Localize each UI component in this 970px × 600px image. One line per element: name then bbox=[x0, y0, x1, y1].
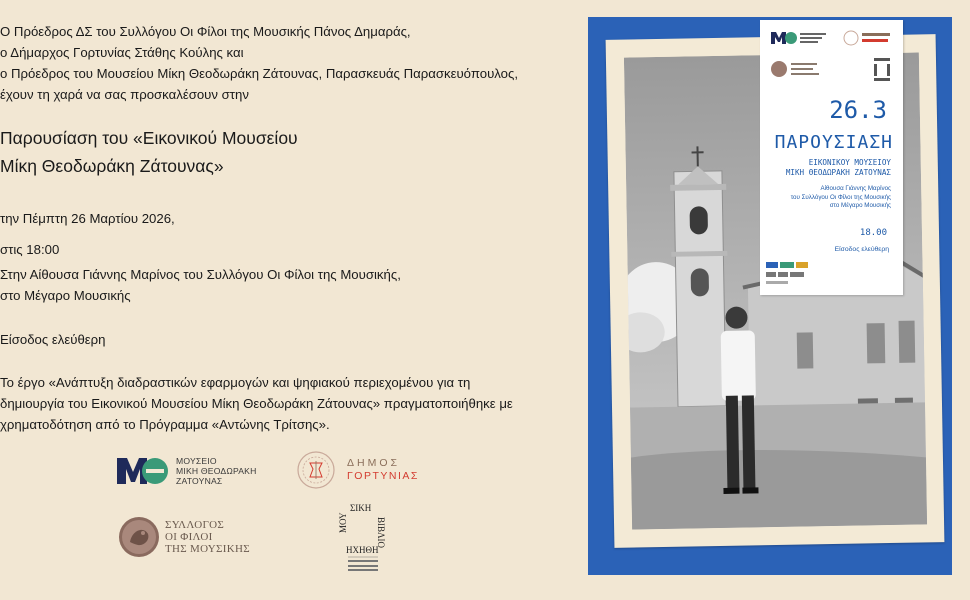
host-line-3: ο Πρόεδρος του Μουσείου Μίκη Θεοδωράκη Ζάτουνας, Παρασκευάς Παρασκευόπουλος, bbox=[0, 66, 519, 81]
host-line-1: Ο Πρόεδρος ΔΣ του Συλλόγου Οι Φίλοι της Μουσικής Πάνος Δημαράς, bbox=[0, 24, 411, 39]
library-logo-icon bbox=[338, 503, 388, 575]
funding-line-3: χρηματοδότηση από το Πρόγραμμα «Αντώνης Τρίτσης». bbox=[0, 417, 330, 432]
svg-text:ΒΙΒΛΙΟ: ΒΙΒΛΙΟ bbox=[376, 517, 386, 549]
poster-info-card bbox=[760, 20, 903, 295]
dimos-emblem-icon bbox=[295, 449, 337, 491]
card-museum-logo-icon bbox=[770, 28, 828, 50]
svg-text:ΜΟΥ: ΜΟΥ bbox=[338, 512, 348, 533]
poster-heading: ΠΑΡΟΥΣΙΑΣΗ bbox=[774, 132, 893, 153]
svg-text:ΣΙΚΗ: ΣΙΚΗ bbox=[350, 503, 372, 513]
event-time: στις 18:00 bbox=[0, 242, 60, 257]
museum-logo-text: ΜΟΥΣΕΙΟ ΜΙΚΗ ΘΕΟΔΩΡΑΚΗ ΖΑΤΟΥΝΑΣ bbox=[176, 456, 257, 486]
poster-entry: Είσοδος ελεύθερη bbox=[834, 246, 889, 253]
host-line-4: έχουν τη χαρά να σας προσκαλέσουν στην bbox=[0, 87, 249, 102]
card-syllogos-logo-icon bbox=[770, 58, 828, 80]
svg-text:ΗΧΗΘΗ: ΗΧΗΘΗ bbox=[346, 545, 379, 555]
event-date: την Πέμπτη 26 Μαρτίου 2026, bbox=[0, 211, 175, 226]
poster-date: 26.3 bbox=[829, 96, 887, 124]
entry-note: Είσοδος ελεύθερη bbox=[0, 332, 106, 347]
card-dimos-logo-icon bbox=[842, 28, 896, 50]
host-line-2: ο Δήμαρχος Γορτυνίας Στάθης Κούλης και bbox=[0, 45, 244, 60]
poster-time: 18.00 bbox=[859, 228, 887, 238]
card-sponsor-strip-icon bbox=[766, 260, 836, 288]
museum-logo-icon bbox=[115, 454, 169, 488]
poster-venue: Αίθουσα Γιάννης Μαρίνος του Συλλόγου Οι Φίλοι της Μουσικής στο Μέγαρο Μουσικής bbox=[790, 185, 891, 209]
funding-line-2: δημιουργία του Εικονικού Μουσείου Μίκη Θεοδωράκη Ζάτουνας» πραγματοποιήθηκε με bbox=[0, 396, 513, 411]
card-library-logo-icon bbox=[872, 56, 892, 84]
event-venue-2: στο Μέγαρο Μουσικής bbox=[0, 288, 131, 303]
syllogos-coin-icon bbox=[118, 516, 160, 558]
dimos-name: ΓΟΡΤΥΝΙΑΣ bbox=[347, 470, 419, 482]
event-venue-1: Στην Αίθουσα Γιάννης Μαρίνος του Συλλόγου Οι Φίλοι της Μουσικής, bbox=[0, 267, 401, 282]
event-title-line-2: Μίκη Θεοδωράκη Ζάτουνας» bbox=[0, 156, 224, 176]
event-title-line-1: Παρουσίαση του «Εικονικού Μουσείου bbox=[0, 128, 298, 148]
syllogos-logo-text: ΣΥΛΛΟΓΟΣ ΟΙ ΦΙΛΟΙ ΤΗΣ ΜΟΥΣΙΚΗΣ bbox=[165, 519, 250, 555]
dimos-label: ΔΗΜΟΣ bbox=[347, 457, 401, 469]
funding-line-1: Το έργο «Ανάπτυξη διαδραστικών εφαρμογών και ψηφιακού περιεχομένου για τη bbox=[0, 375, 471, 390]
poster-subtitle: ΕΙΚΟΝΙΚΟΥ ΜΟΥΣΕΙΟΥ ΜΙΚΗ ΘΕΟΔΩΡΑΚΗ ΖΑΤΟΥΝΑΣ bbox=[785, 158, 891, 177]
